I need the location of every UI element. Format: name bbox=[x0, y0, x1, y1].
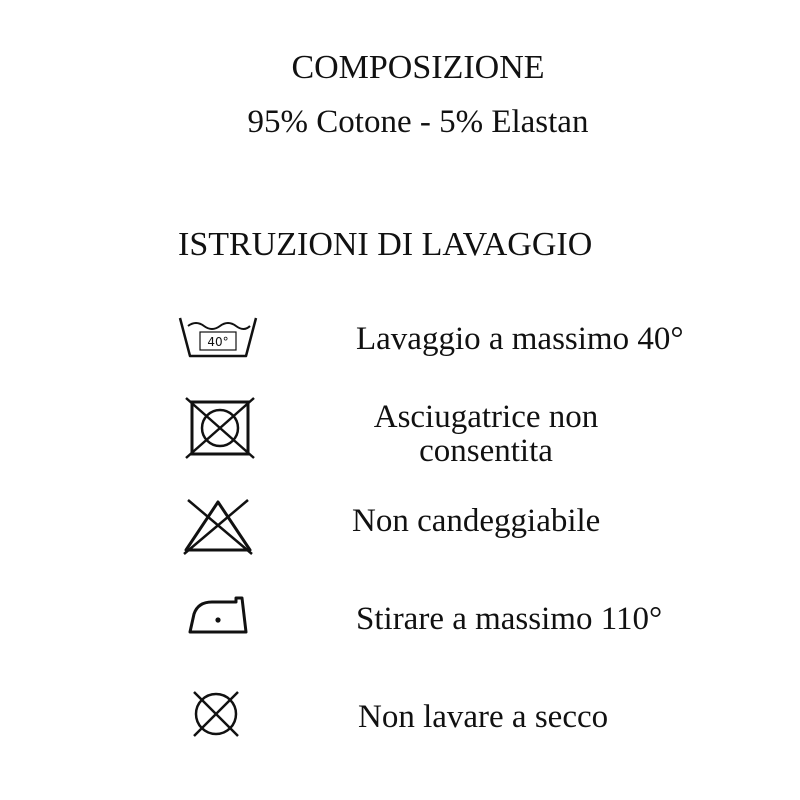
care-item-dry-clean bbox=[0, 680, 800, 760]
no-tumble-dry-icon bbox=[184, 396, 256, 460]
care-label-tumble-dry: Asciugatrice non consentita bbox=[373, 399, 599, 469]
care-label-wash: Lavaggio a massimo 40° bbox=[356, 321, 684, 357]
composition-value: 95% Cotone - 5% Elastan bbox=[247, 104, 589, 140]
care-item-bleach bbox=[0, 490, 800, 560]
no-bleach-icon bbox=[180, 496, 256, 556]
iron-low-icon bbox=[186, 592, 252, 638]
no-dry-clean-icon bbox=[188, 686, 244, 742]
care-label-dry-clean: Non lavare a secco bbox=[358, 699, 609, 735]
care-label-iron: Stirare a massimo 110° bbox=[356, 601, 663, 637]
wash-temperature-text: 40° bbox=[207, 335, 229, 349]
care-item-iron bbox=[0, 580, 800, 660]
wash-40-icon bbox=[176, 310, 260, 360]
composition-title: COMPOSIZIONE bbox=[291, 49, 545, 86]
care-instructions-title: ISTRUZIONI DI LAVAGGIO bbox=[178, 226, 593, 263]
care-item-wash bbox=[0, 300, 800, 380]
care-label-bleach: Non candeggiabile bbox=[352, 503, 601, 539]
care-item-tumble-dry bbox=[0, 390, 800, 480]
